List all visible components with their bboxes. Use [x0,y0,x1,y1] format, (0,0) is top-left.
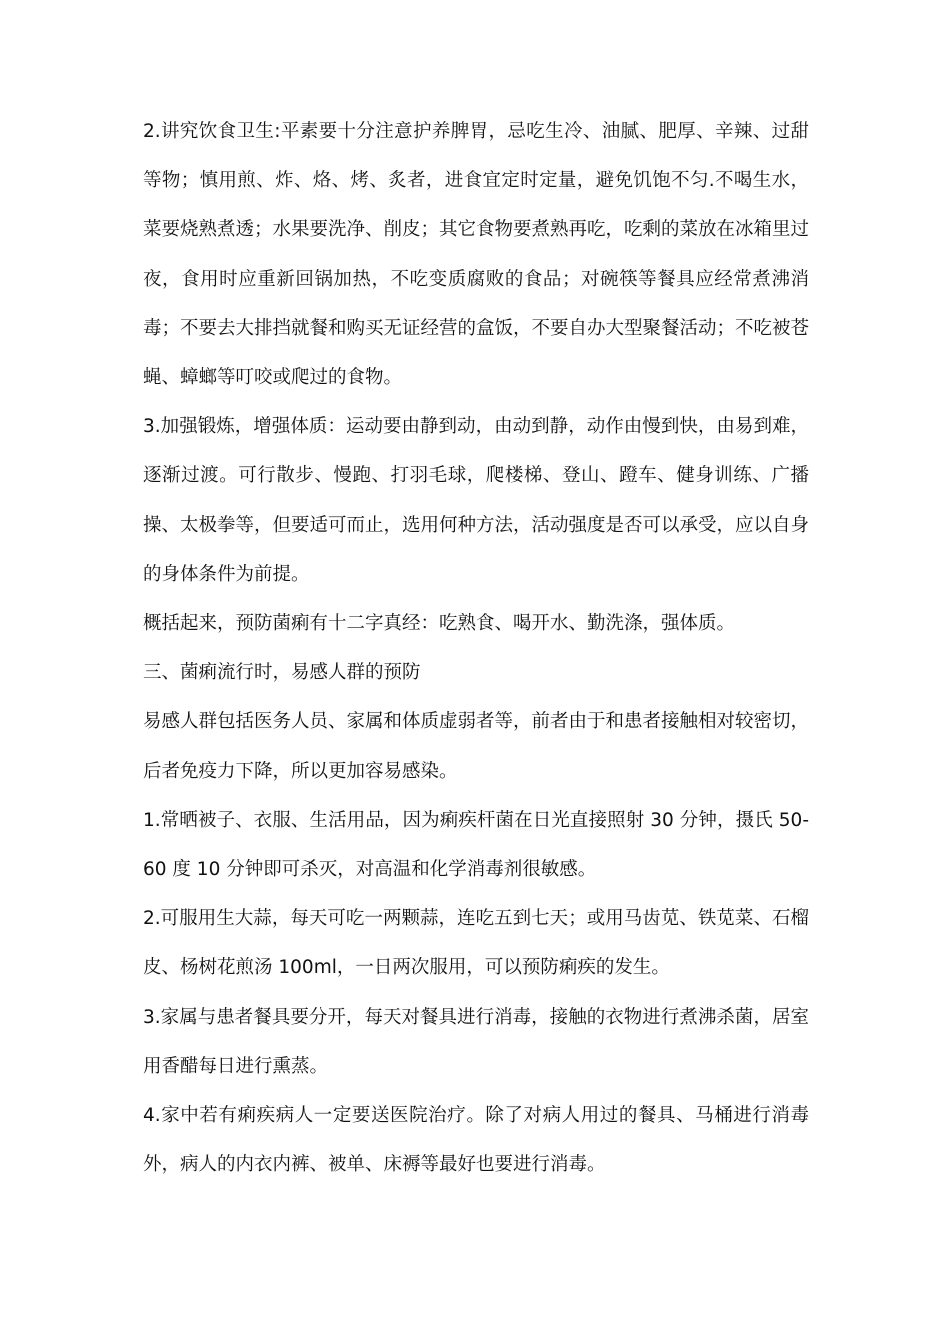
section-heading-susceptible-groups: 三、菌痢流行时，易感人群的预防 [143,662,421,684]
document-body [143,107,809,1189]
paragraph-separate-tableware: 3.家属与患者餐具要分开，每天对餐具进行消毒，接触的衣物进行煮沸杀菌，居室用香醋每日进行熏蒸。 [143,1006,809,1077]
paragraph-susceptible-intro: 易感人群包括医务人员、家属和体质虚弱者等，前者由于和患者接触相对较密切，后者免疫力下降，所以更加容易感染。 [143,711,810,782]
paragraph-garlic: 2.可服用生大蒜，每天可吃一两颗蒜，连吃五到七天；或用马齿苋、铁苋菜、石榴皮、杨树花煎汤 100ml，一日两次服用，可以预防痢疾的发生。 [143,908,809,979]
paragraph-sun-drying: 1.常晒被子、衣服、生活用品，因为痢疾杆菌在日光直接照射 30 分钟，摄氏 50-60 度 10 分钟即可杀灭，对高温和化学消毒剂很敏感。 [143,809,809,881]
paragraph-diet-hygiene: 2.讲究饮食卫生:平素要十分注意护养脾胃，忌吃生冷、油腻、肥厚、辛辣、过甜等物；慎用煎、炸、烙、烤、炙者，进食宜定时定量，避免饥饱不匀.不喝生水，菜要烧熟煮透；水果要洗净、削皮；其它食物要煮熟再吃，吃剩的菜放在冰箱里过夜，食用时应重新回锅加热，不吃变质腐败的食品；对碗筷等餐具应经常煮沸消毒；不要去大排挡就餐和购买无证经营的盒饭，不要自办大型聚餐活动；不吃被苍蝇、蟑螂等叮咬或爬过的食物。 [143,121,810,389]
paragraph-summary: 概括起来，预防菌痢有十二字真经：吃熟食、喝开水、勤洗涤，强体质。 [143,613,736,635]
paragraph-exercise: 3.加强锻炼，增强体质：运动要由静到动，由动到静，动作由慢到快，由易到难，逐渐过渡。可行散步、慢跑、打羽毛球，爬楼梯、登山、蹬车、健身训练、广播操、太极拳等，但要适可而止，选用何种方法，活动强度是否可以承受，应以自身的身体条件为前提。 [143,416,810,585]
paragraph-hospital-treatment: 4.家中若有痢疾病人一定要送医院治疗。除了对病人用过的餐具、马桶进行消毒外，病人的内衣内裤、被单、床褥等最好也要进行消毒。 [143,1105,809,1176]
